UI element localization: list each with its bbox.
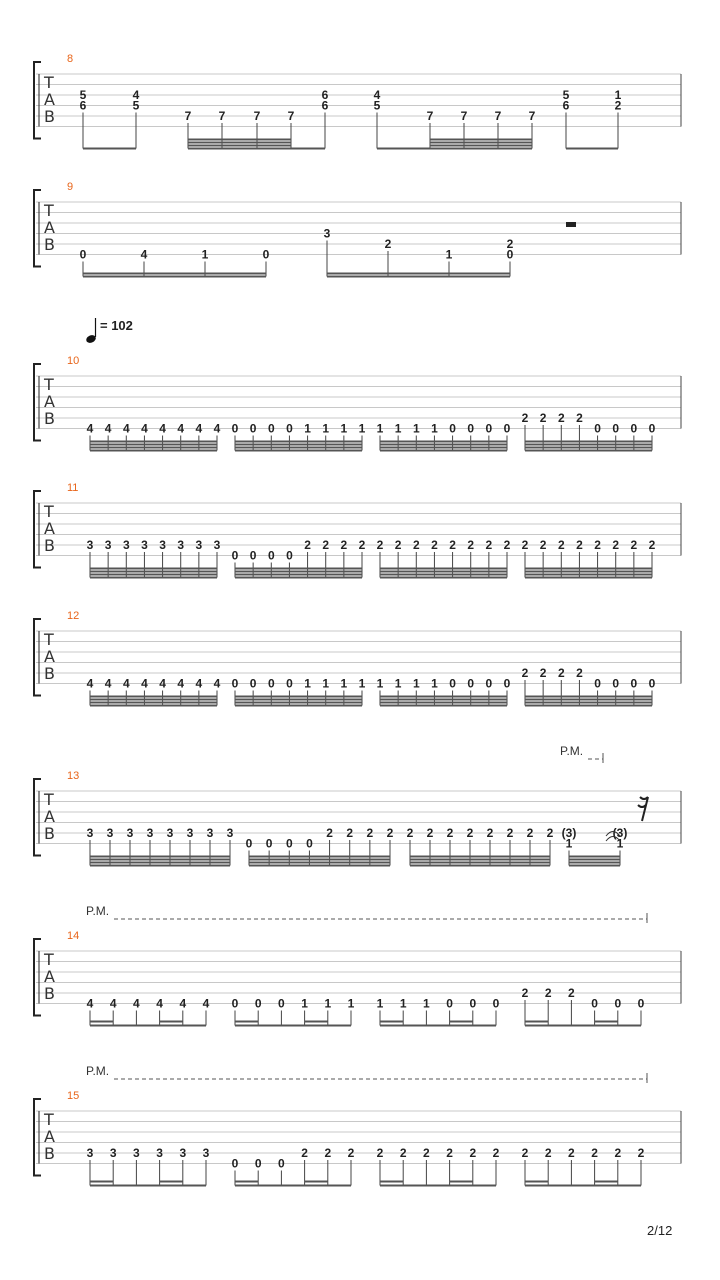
fret-number: 3 [109, 1146, 117, 1160]
fret-number: 7 [528, 109, 536, 123]
fret-number: 4 [159, 421, 166, 436]
fret-number: 4 [141, 676, 148, 691]
tab-clef-letter: T [44, 73, 54, 92]
fret-number: 4 [159, 676, 166, 691]
fret-number: 4 [213, 676, 221, 691]
fret-number: 0 [306, 836, 313, 851]
tab-clef-letter: B [44, 824, 55, 843]
fret-number: 0 [485, 421, 493, 436]
fret-number: 0 [249, 548, 257, 563]
fret-number: 2 [648, 538, 656, 552]
fret-number: 3 [86, 826, 94, 840]
fret-number: 2 [539, 411, 547, 425]
fret-number: 5 [132, 98, 140, 113]
fret-number: 2 [546, 826, 554, 840]
fret-number: 3 [146, 826, 154, 840]
fret-number: 2 [384, 237, 392, 251]
fret-number: 1 [340, 421, 348, 436]
tab-clef-letter: A [44, 392, 55, 411]
fret-number: 1 [340, 676, 348, 691]
tab-clef-letter: A [44, 519, 55, 538]
fret-number: 0 [449, 676, 456, 691]
tab-clef-letter: T [44, 502, 54, 521]
fret-number: 0 [594, 421, 601, 436]
fret-number: 0 [286, 421, 293, 436]
fret-number: 2 [399, 1146, 407, 1160]
fret-number: 4 [104, 421, 112, 436]
fret-number: 4 [86, 996, 94, 1011]
fret-number: 2 [557, 666, 565, 680]
fret-number: 6 [562, 98, 570, 113]
page-number: 2/12 [647, 1223, 673, 1238]
fret-number: 0 [648, 676, 656, 691]
palm-mute-label: P.M. [86, 904, 110, 918]
fret-number: 0 [648, 421, 656, 436]
tab-clef-letter: T [44, 790, 54, 809]
tab-clef-letter: T [44, 201, 54, 220]
measure-number: 10 [67, 355, 80, 367]
fret-number: 0 [231, 996, 239, 1011]
fret-number: 3 [122, 538, 130, 552]
fret-number: 0 [286, 548, 293, 563]
fret-number: 1 [301, 996, 308, 1011]
fret-number: 2 [506, 826, 514, 840]
fret-number: 0 [231, 676, 239, 691]
fret-number: 2 [614, 98, 622, 113]
fret-number: 1 [431, 676, 438, 691]
fret-number: 7 [426, 109, 434, 123]
fret-number: 2 [394, 538, 402, 552]
fret-number: 1 [431, 421, 438, 436]
fret-number: 2 [431, 538, 438, 552]
tab-clef-letter: A [44, 647, 55, 666]
fret-number: 0 [591, 996, 598, 1011]
fret-number: 0 [79, 247, 87, 262]
fret-number: 2 [539, 538, 547, 552]
fret-number: 2 [612, 538, 620, 552]
fret-number: 2 [347, 1146, 355, 1160]
fret-number: 0 [614, 996, 622, 1011]
fret-number: 2 [386, 826, 394, 840]
fret-number: 0 [262, 247, 270, 262]
measure-number: 14 [67, 930, 80, 942]
fret-number: 2 [557, 411, 565, 425]
fret-number: 3 [177, 538, 185, 552]
fret-number: 0 [630, 676, 638, 691]
fret-number: 4 [177, 676, 185, 691]
fret-number: 1 [322, 421, 330, 436]
fret-number: 2 [576, 411, 583, 425]
fret-number: 2 [486, 826, 494, 840]
fret-number: 1 [412, 676, 420, 691]
fret-number: 2 [376, 1146, 384, 1160]
fret-number: 0 [449, 421, 456, 436]
fret-number: 7 [287, 109, 295, 123]
fret-number: 0 [612, 421, 620, 436]
fret-number: 2 [614, 1146, 622, 1160]
fret-number: 0 [267, 421, 275, 436]
fret-number: 4 [122, 421, 130, 436]
fret-number: 0 [254, 996, 262, 1011]
fret-number: 3 [195, 538, 203, 552]
fret-number: 3 [213, 538, 221, 552]
fret-number: 4 [141, 421, 148, 436]
fret-number: 0 [231, 421, 239, 436]
fret-number: 7 [218, 109, 226, 123]
fret-number: 2 [301, 1146, 308, 1160]
fret-number: 1 [358, 421, 366, 436]
fret-number: 2 [406, 826, 414, 840]
fret-number: 3 [186, 826, 194, 840]
fret-number: 0 [492, 996, 500, 1011]
fret-number: 0 [503, 421, 511, 436]
tab-clef-letter: B [44, 235, 55, 254]
fret-number: 4 [133, 996, 140, 1011]
fret-number: 4 [156, 996, 163, 1011]
fret-number: 2 [469, 1146, 477, 1160]
measure-number: 12 [67, 610, 80, 622]
fret-number: 0 [612, 676, 620, 691]
fret-number: 2 [346, 826, 354, 840]
measure-number: 9 [67, 181, 74, 193]
fret-number: 1 [445, 247, 453, 262]
fret-number: 2 [568, 1146, 575, 1160]
palm-mute-label: P.M. [86, 1064, 110, 1078]
tab-clef-letter: B [44, 1144, 55, 1163]
fret-number: 2 [324, 1146, 332, 1160]
fret-number: 2 [446, 1146, 453, 1160]
fret-number: 3 [202, 1146, 210, 1160]
tab-clef-letter: B [44, 984, 55, 1003]
tab-clef-letter: B [44, 107, 55, 126]
fret-number: 0 [467, 676, 475, 691]
fret-number: 0 [265, 836, 273, 851]
fret-number: 3 [104, 538, 112, 552]
fret-number: 0 [446, 996, 453, 1011]
fret-number: 3 [159, 538, 166, 552]
fret-number: 6 [79, 98, 87, 113]
fret-number: 2 [466, 826, 474, 840]
fret-number: 6 [321, 88, 329, 102]
tab-clef-letter: B [44, 536, 55, 555]
fret-number: 0 [267, 548, 275, 563]
fret-number: 1 [304, 676, 311, 691]
fret-number: 1 [394, 421, 402, 436]
half-rest [566, 222, 576, 227]
tab-clef-letter: T [44, 375, 54, 394]
fret-number: 2 [340, 538, 348, 552]
fret-number: 3 [141, 538, 148, 552]
fret-number: 1 [347, 996, 355, 1011]
fret-number: 2 [503, 538, 511, 552]
fret-number: 2 [492, 1146, 500, 1160]
fret-number: 3 [126, 826, 134, 840]
measure-number: 15 [67, 1090, 80, 1102]
fret-number: 1 [324, 996, 332, 1011]
fret-number: 4 [122, 676, 130, 691]
fret-number: 2 [506, 237, 514, 251]
fret-number: (3) [612, 826, 628, 840]
fret-number: 4 [86, 676, 94, 691]
fret-number: 1 [614, 88, 622, 102]
fret-number: 3 [86, 538, 94, 552]
fret-number: 0 [267, 676, 275, 691]
fret-number: 4 [195, 676, 203, 691]
fret-number: 2 [521, 986, 529, 1000]
tab-clef-letter: A [44, 218, 55, 237]
tab-clef-letter: T [44, 950, 54, 969]
fret-number: 2 [521, 538, 529, 552]
fret-number: 0 [231, 548, 239, 563]
fret-number: 0 [503, 676, 511, 691]
fret-number: 0 [245, 836, 253, 851]
fret-number: 2 [576, 666, 583, 680]
fret-number: 4 [109, 996, 117, 1011]
fret-number: 2 [630, 538, 638, 552]
fret-number: 1 [201, 247, 209, 262]
tab-clef-letter: B [44, 409, 55, 428]
fret-number: 1 [616, 836, 624, 851]
fret-number: 4 [179, 996, 187, 1011]
fret-number: 2 [326, 826, 333, 840]
fret-number: 0 [637, 996, 645, 1011]
fret-number: 4 [177, 421, 185, 436]
fret-number: 2 [539, 666, 547, 680]
fret-number: 7 [253, 109, 261, 123]
fret-number: 5 [79, 88, 87, 102]
fret-number: 4 [86, 421, 94, 436]
fret-number: 0 [485, 676, 493, 691]
fret-number: 2 [544, 1146, 552, 1160]
fret-number: 7 [460, 109, 468, 123]
fret-number: 0 [594, 676, 601, 691]
fret-number: 5 [373, 98, 381, 113]
fret-number: 1 [412, 421, 420, 436]
fret-number: 2 [322, 538, 330, 552]
fret-number: 0 [285, 836, 293, 851]
fret-number: 4 [195, 421, 203, 436]
fret-number: 0 [254, 1156, 262, 1171]
fret-number: 1 [376, 421, 384, 436]
fret-number: 1 [394, 676, 402, 691]
fret-number: 1 [423, 996, 430, 1011]
fret-number: 2 [467, 538, 475, 552]
fret-number: 5 [562, 88, 570, 102]
fret-number: 2 [521, 411, 529, 425]
fret-number: 4 [373, 88, 381, 102]
fret-number: 1 [399, 996, 407, 1011]
fret-number: 3 [156, 1146, 163, 1160]
fret-number: 1 [304, 421, 311, 436]
fret-number: 0 [506, 247, 514, 262]
fret-number: 2 [576, 538, 583, 552]
fret-number: 0 [231, 1156, 239, 1171]
fret-number: 4 [202, 996, 210, 1011]
tab-clef-letter: A [44, 90, 55, 109]
fret-number: 2 [521, 1146, 529, 1160]
fret-number: 2 [485, 538, 493, 552]
tab-clef-letter: B [44, 664, 55, 683]
fret-number: 0 [278, 996, 285, 1011]
tab-clef-letter: T [44, 630, 54, 649]
fret-number: 2 [366, 826, 374, 840]
fret-number: 0 [630, 421, 638, 436]
fret-number: 3 [206, 826, 214, 840]
fret-number: 0 [278, 1156, 285, 1171]
fret-number: 2 [376, 538, 384, 552]
fret-number: 0 [467, 421, 475, 436]
fret-number: 4 [104, 676, 112, 691]
fret-number: 2 [568, 986, 575, 1000]
fret-number: 2 [426, 826, 434, 840]
fret-number: 3 [226, 826, 234, 840]
fret-number: 1 [358, 676, 366, 691]
fret-number: 3 [86, 1146, 94, 1160]
fret-number: 0 [469, 996, 477, 1011]
fret-number: 2 [304, 538, 311, 552]
fret-number: 0 [286, 676, 293, 691]
fret-number: 2 [446, 826, 454, 840]
fret-number: 4 [132, 88, 140, 102]
fret-number: 2 [637, 1146, 645, 1160]
fret-number: 6 [321, 98, 329, 113]
fret-number: 2 [526, 826, 534, 840]
fret-number: 3 [166, 826, 174, 840]
fret-number: 1 [565, 836, 573, 851]
fret-number: 2 [594, 538, 601, 552]
fret-number: 2 [544, 986, 552, 1000]
fret-number: 2 [521, 666, 529, 680]
tab-clef-letter: T [44, 1110, 54, 1129]
fret-number: (3) [561, 826, 577, 840]
fret-number: 4 [140, 247, 148, 262]
fret-number: 7 [184, 109, 192, 123]
tab-clef-letter: A [44, 1127, 55, 1146]
measure-number: 8 [67, 53, 74, 65]
fret-number: 3 [323, 226, 331, 241]
tab-clef-letter: A [44, 967, 55, 986]
fret-number: 7 [494, 109, 502, 123]
fret-number: 2 [423, 1146, 430, 1160]
fret-number: 2 [358, 538, 366, 552]
tab-clef-letter: A [44, 807, 55, 826]
palm-mute-label: P.M. [560, 744, 584, 758]
fret-number: 3 [133, 1146, 140, 1160]
measure-number: 13 [67, 770, 80, 782]
fret-number: 2 [412, 538, 420, 552]
fret-number: 3 [179, 1146, 187, 1160]
fret-number: 1 [376, 676, 384, 691]
fret-number: 2 [557, 538, 565, 552]
fret-number: 1 [376, 996, 384, 1011]
fret-number: 4 [213, 421, 221, 436]
measure-number: 11 [67, 482, 79, 494]
tempo-label: = 102 [100, 318, 133, 333]
fret-number: 2 [591, 1146, 598, 1160]
fret-number: 1 [322, 676, 330, 691]
fret-number: 0 [249, 676, 257, 691]
fret-number: 0 [249, 421, 257, 436]
fret-number: 3 [106, 826, 114, 840]
fret-number: 2 [449, 538, 456, 552]
